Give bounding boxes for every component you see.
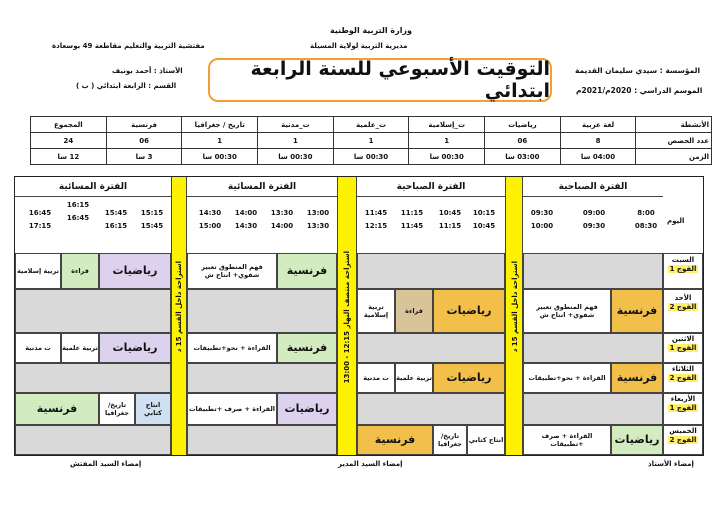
time-slot: 15:45 16:15 (104, 209, 128, 231)
period-evening-2: الفترة المسائية (15, 177, 171, 197)
day-saturday: السبت الفوج 1 (663, 253, 703, 289)
summary-time-row (31, 149, 712, 165)
summary-cell: 00:30 سا (182, 149, 258, 165)
time-slot: 10:15 10:45 (472, 209, 496, 231)
summary-cell: لغة عربية (560, 117, 636, 133)
schedule-cell: فهم المنطوق تعبير شفوي+ انتاج ش (187, 253, 277, 289)
summary-cell: عدد الحصص (636, 133, 712, 149)
time-slot: 15:15 15:45 (140, 209, 164, 231)
time-slot: 11:45 12:15 (364, 209, 388, 231)
summary-cell: ت_مدنية (258, 117, 334, 133)
summary-cell: تاريخ / جغرافيا (182, 117, 258, 133)
summary-cell: رياضيات (485, 117, 561, 133)
schedule-cell: رياضيات (611, 425, 663, 455)
schedule-cell (187, 425, 337, 455)
time-slot: 09:30 10:00 (530, 209, 554, 231)
time-slot: 10:45 11:15 (438, 209, 462, 231)
section: القسم : الرابعة ابتدائي ( ب ) (76, 82, 177, 90)
day-monday: الاثنين الفوج 1 (663, 333, 703, 363)
summary-cell: 00:30 سا (409, 149, 485, 165)
summary-cell: 12 سا (31, 149, 107, 165)
summary-cell: 1 (258, 133, 334, 149)
school-year: الموسم الدراسي : 2020م/2021م (576, 86, 703, 95)
time-slot: 09:00 09:30 (582, 209, 606, 231)
schedule-cell: فرنسية (15, 393, 99, 425)
signature-director: إمضاء السيد المدير (338, 460, 403, 468)
schedule-cell (523, 253, 663, 289)
time-slot: 11:15 11:45 (400, 209, 424, 231)
summary-cell: ت_إسلامية (409, 117, 485, 133)
day-column-label: اليوم (667, 217, 685, 225)
break-label-2: استراحة داخل القسم 15 د (175, 261, 183, 353)
schedule-cell: رياضيات (277, 393, 337, 425)
day-thursday: الخميس الفوج 2 (663, 425, 703, 455)
lunch-label: استراحة منتصف النهار 12:15 - 13:00 (343, 251, 351, 384)
summary-count-row (31, 133, 712, 149)
summary-table (30, 116, 712, 165)
schedule-cell: رياضيات (99, 333, 171, 363)
time-slot: 8:00 08:30 (634, 209, 658, 231)
summary-cell: 00:30 سا (333, 149, 409, 165)
summary-cell: 3 سا (106, 149, 182, 165)
summary-cell: 06 (485, 133, 561, 149)
period-morning-2: الفترة الصباحية (357, 177, 505, 197)
summary-cell: المجموع (31, 117, 107, 133)
schedule-cell: فرنسية (357, 425, 433, 455)
schedule-grid (14, 176, 704, 456)
ministry: وزارة التربية الوطنية (330, 26, 413, 35)
schedule-cell: تربية إسلامية (357, 289, 395, 333)
period-evening-1: الفترة المسائية (187, 177, 337, 197)
day-sunday: الأحد الفوج 2 (663, 289, 703, 333)
schedule-cell: القراءة + نحو+تطبيقات (523, 363, 611, 393)
time-slot: 13:00 13:30 (306, 209, 330, 231)
inspectorate: مفتشية التربية والتعليم مقاطعة 49 بوسعادة (52, 42, 205, 50)
schedule-cell: تاريخ/ جغرافيا (433, 425, 467, 455)
summary-cell: الأنشطة (636, 117, 712, 133)
summary-cell: 00:30 سا (258, 149, 334, 165)
schedule-cell: فرنسية (277, 333, 337, 363)
summary-header-row (31, 117, 712, 133)
schedule-cell (15, 289, 171, 333)
time-slot: 16:45 17:15 (28, 209, 52, 231)
schedule-cell: تاريخ/ جغرافيا (99, 393, 135, 425)
schedule-cell: القراءة + صرف +تطبيقات (523, 425, 611, 455)
time-slot: 14:00 14:30 (234, 209, 258, 231)
time-slot: 16:15 16:45 (66, 201, 90, 223)
schedule-cell: فرنسية (611, 289, 663, 333)
schedule-cell: انتاج كتابي (467, 425, 505, 455)
period-morning-1: الفترة الصباحية (523, 177, 663, 197)
schedule-cell (187, 363, 337, 393)
schedule-cell: فرنسية (277, 253, 337, 289)
signature-inspector: إمضاء السيد المفتش (70, 460, 142, 468)
time-slot: 13:30 14:00 (270, 209, 294, 231)
schedule-cell: تربية إسلامية (15, 253, 61, 289)
page-title: التوقيت الأسبوعي للسنة الرابعة ابتدائي (208, 58, 552, 102)
break-label-1: استراحة داخل القسم 15 د (511, 261, 519, 353)
schedule-cell: القراءة + صرف +تطبيقات (187, 393, 277, 425)
signature-teacher: إمضاء الأستاذ (648, 460, 694, 468)
schedule-cell (523, 393, 663, 425)
schedule-cell: ت مدنية (15, 333, 61, 363)
teacher-name: الأستاذ : أحمد بونيف (112, 67, 183, 75)
schedule-cell: تربية علمية (395, 363, 433, 393)
schedule-cell: ت مدنية (357, 363, 395, 393)
institution: المؤسسة : سيدي سليمان القديمة (575, 66, 701, 75)
summary-cell: 1 (333, 133, 409, 149)
schedule-cell: تربية علمية (61, 333, 99, 363)
schedule-cell: رياضيات (433, 289, 505, 333)
summary-cell: 1 (182, 133, 258, 149)
summary-cell: 1 (409, 133, 485, 149)
schedule-cell: فرنسية (611, 363, 663, 393)
summary-cell: 03:00 سا (485, 149, 561, 165)
schedule-cell (357, 253, 505, 289)
summary-cell: 06 (106, 133, 182, 149)
schedule-cell (15, 425, 171, 455)
time-slot: 14:30 15:00 (198, 209, 222, 231)
schedule-cell (15, 363, 171, 393)
schedule-cell: انتاج كتابي (135, 393, 171, 425)
day-tuesday: الثلاثاء الفوج 2 (663, 363, 703, 393)
summary-cell: الزمن (636, 149, 712, 165)
schedule-cell (187, 289, 337, 333)
summary-cell: ت_علمية (333, 117, 409, 133)
schedule-cell: القراءة + نحو+تطبيقات (187, 333, 277, 363)
schedule-cell: رياضيات (99, 253, 171, 289)
schedule-cell (523, 333, 663, 363)
schedule-cell: قراءة (395, 289, 433, 333)
schedule-cell (357, 393, 505, 425)
summary-cell: 04:00 سا (560, 149, 636, 165)
schedule-cell (357, 333, 505, 363)
day-wednesday: الأربعاء الفوج 1 (663, 393, 703, 425)
schedule-cell: قراءة (61, 253, 99, 289)
directorate: مديرية التربية لولاية المسيلة (310, 42, 408, 50)
summary-cell: فرنسية (106, 117, 182, 133)
summary-cell: 8 (560, 133, 636, 149)
schedule-cell: رياضيات (433, 363, 505, 393)
summary-cell: 24 (31, 133, 107, 149)
schedule-cell: فهم المنطوق تعبير شفوي+ انتاج ش (523, 289, 611, 333)
